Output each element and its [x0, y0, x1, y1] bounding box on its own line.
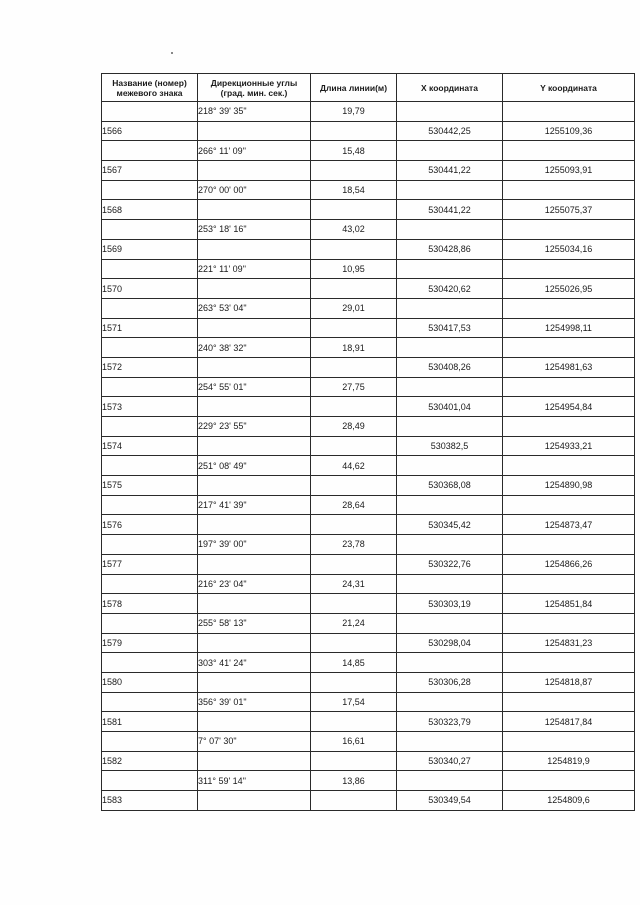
x-coordinate: 530303,19 [397, 594, 503, 614]
table-body [102, 102, 635, 811]
point-blank-length [311, 672, 397, 692]
segment-row [102, 771, 635, 791]
line-length: 21,24 [311, 613, 397, 633]
x-coordinate: 530382,5 [397, 436, 503, 456]
direction-angle: 216° 23' 04" [198, 574, 311, 594]
segment-blank-y [503, 298, 635, 318]
segment-blank-y [503, 102, 635, 122]
segment-blank-x [397, 417, 503, 437]
point-row [102, 672, 635, 692]
marker-name: 1576 [102, 515, 198, 535]
point-blank-angle [198, 476, 311, 496]
point-blank-length [311, 476, 397, 496]
segment-blank-x [397, 613, 503, 633]
x-coordinate: 530345,42 [397, 515, 503, 535]
header-angle: Дирекционные углы (град. мин. сек.) [198, 74, 311, 102]
x-coordinate: 530441,22 [397, 161, 503, 181]
marker-name: 1567 [102, 161, 198, 181]
segment-row [102, 456, 635, 476]
point-row [102, 751, 635, 771]
y-coordinate: 1255034,16 [503, 239, 635, 259]
point-row [102, 121, 635, 141]
point-blank-angle [198, 357, 311, 377]
x-coordinate: 530441,22 [397, 200, 503, 220]
x-coordinate: 530322,76 [397, 554, 503, 574]
point-blank-length [311, 712, 397, 732]
y-coordinate: 1254817,84 [503, 712, 635, 732]
direction-angle: 218° 39' 35" [198, 102, 311, 122]
segment-row [102, 220, 635, 240]
segment-blank-y [503, 456, 635, 476]
point-blank-length [311, 751, 397, 771]
line-length: 28,49 [311, 417, 397, 437]
segment-row [102, 417, 635, 437]
segment-blank-name [102, 613, 198, 633]
segment-blank-name [102, 298, 198, 318]
point-blank-length [311, 239, 397, 259]
line-length: 18,91 [311, 338, 397, 358]
segment-blank-x [397, 141, 503, 161]
segment-blank-y [503, 495, 635, 515]
point-blank-length [311, 436, 397, 456]
point-blank-angle [198, 436, 311, 456]
segment-blank-x [397, 338, 503, 358]
x-coordinate: 530368,08 [397, 476, 503, 496]
marker-name: 1575 [102, 476, 198, 496]
table-header [102, 74, 635, 102]
y-coordinate: 1254809,6 [503, 791, 635, 811]
x-coordinate: 530417,53 [397, 318, 503, 338]
point-blank-length [311, 357, 397, 377]
y-coordinate: 1254954,84 [503, 397, 635, 417]
segment-blank-name [102, 692, 198, 712]
marker-name: 1581 [102, 712, 198, 732]
point-blank-length [311, 279, 397, 299]
segment-blank-name [102, 771, 198, 791]
line-length: 17,54 [311, 692, 397, 712]
marker-name: 1578 [102, 594, 198, 614]
direction-angle: 221° 11' 09" [198, 259, 311, 279]
segment-row [102, 338, 635, 358]
line-length: 28,64 [311, 495, 397, 515]
direction-angle: 311° 59' 14" [198, 771, 311, 791]
y-coordinate: 1254998,11 [503, 318, 635, 338]
segment-row [102, 574, 635, 594]
point-row [102, 200, 635, 220]
segment-blank-name [102, 574, 198, 594]
line-length: 16,61 [311, 732, 397, 752]
line-length: 43,02 [311, 220, 397, 240]
x-coordinate: 530408,26 [397, 357, 503, 377]
line-length: 14,85 [311, 653, 397, 673]
x-coordinate: 530349,54 [397, 791, 503, 811]
line-length: 18,54 [311, 180, 397, 200]
segment-blank-y [503, 653, 635, 673]
point-blank-angle [198, 397, 311, 417]
header-x: X координата [397, 74, 503, 102]
point-row [102, 476, 635, 496]
point-row [102, 239, 635, 259]
segment-blank-y [503, 259, 635, 279]
direction-angle: 303° 41' 24" [198, 653, 311, 673]
point-row [102, 791, 635, 811]
point-blank-angle [198, 633, 311, 653]
segment-blank-y [503, 732, 635, 752]
header-name: Название (номер) межевого знака [102, 74, 198, 102]
segment-blank-y [503, 377, 635, 397]
x-coordinate: 530306,28 [397, 672, 503, 692]
segment-row [102, 692, 635, 712]
line-length: 44,62 [311, 456, 397, 476]
y-coordinate: 1254818,87 [503, 672, 635, 692]
segment-blank-name [102, 338, 198, 358]
marker-name: 1568 [102, 200, 198, 220]
point-blank-angle [198, 515, 311, 535]
segment-blank-name [102, 535, 198, 555]
segment-blank-y [503, 141, 635, 161]
point-blank-length [311, 554, 397, 574]
segment-blank-y [503, 417, 635, 437]
y-coordinate: 1255109,36 [503, 121, 635, 141]
point-blank-angle [198, 279, 311, 299]
direction-angle: 197° 39' 00" [198, 535, 311, 555]
point-blank-angle [198, 161, 311, 181]
segment-row [102, 732, 635, 752]
direction-angle: 255° 58' 13" [198, 613, 311, 633]
line-length: 15,48 [311, 141, 397, 161]
point-blank-length [311, 318, 397, 338]
marker-name: 1577 [102, 554, 198, 574]
line-length: 19,79 [311, 102, 397, 122]
boundary-coordinates-table [101, 73, 635, 811]
point-row [102, 554, 635, 574]
marker-name: 1580 [102, 672, 198, 692]
marker-name: 1570 [102, 279, 198, 299]
segment-blank-x [397, 535, 503, 555]
y-coordinate: 1255075,37 [503, 200, 635, 220]
marker-name: 1583 [102, 791, 198, 811]
segment-blank-x [397, 298, 503, 318]
scan-speck [171, 52, 173, 54]
direction-angle: 251° 08' 49" [198, 456, 311, 476]
point-blank-angle [198, 200, 311, 220]
line-length: 24,31 [311, 574, 397, 594]
header-row [102, 74, 635, 102]
header-length: Длина линии(м) [311, 74, 397, 102]
point-blank-length [311, 161, 397, 181]
y-coordinate: 1254831,23 [503, 633, 635, 653]
segment-blank-name [102, 732, 198, 752]
segment-blank-y [503, 613, 635, 633]
segment-blank-y [503, 220, 635, 240]
line-length: 10,95 [311, 259, 397, 279]
segment-row [102, 535, 635, 555]
segment-blank-x [397, 771, 503, 791]
direction-angle: 254° 55' 01" [198, 377, 311, 397]
y-coordinate: 1254933,21 [503, 436, 635, 456]
y-coordinate: 1254873,47 [503, 515, 635, 535]
point-row [102, 318, 635, 338]
y-coordinate: 1255093,91 [503, 161, 635, 181]
segment-blank-x [397, 456, 503, 476]
direction-angle: 7° 07' 30" [198, 732, 311, 752]
x-coordinate: 530340,27 [397, 751, 503, 771]
segment-blank-name [102, 220, 198, 240]
direction-angle: 270° 00' 00" [198, 180, 311, 200]
segment-blank-x [397, 732, 503, 752]
y-coordinate: 1254981,63 [503, 357, 635, 377]
point-blank-angle [198, 239, 311, 259]
point-blank-length [311, 791, 397, 811]
segment-blank-name [102, 180, 198, 200]
segment-blank-y [503, 535, 635, 555]
point-blank-length [311, 515, 397, 535]
marker-name: 1573 [102, 397, 198, 417]
marker-name: 1566 [102, 121, 198, 141]
point-row [102, 397, 635, 417]
direction-angle: 356° 39' 01" [198, 692, 311, 712]
segment-row [102, 141, 635, 161]
direction-angle: 240° 38' 32" [198, 338, 311, 358]
point-row [102, 712, 635, 732]
marker-name: 1582 [102, 751, 198, 771]
direction-angle: 229° 23' 55" [198, 417, 311, 437]
header-y: Y координата [503, 74, 635, 102]
segment-blank-x [397, 259, 503, 279]
line-length: 27,75 [311, 377, 397, 397]
segment-blank-name [102, 141, 198, 161]
segment-row [102, 259, 635, 279]
segment-row [102, 180, 635, 200]
segment-row [102, 653, 635, 673]
segment-blank-name [102, 495, 198, 515]
segment-blank-x [397, 653, 503, 673]
point-row [102, 279, 635, 299]
marker-name: 1579 [102, 633, 198, 653]
segment-blank-name [102, 259, 198, 279]
point-blank-angle [198, 712, 311, 732]
point-blank-angle [198, 554, 311, 574]
x-coordinate: 530298,04 [397, 633, 503, 653]
point-blank-angle [198, 318, 311, 338]
point-row [102, 633, 635, 653]
point-blank-angle [198, 791, 311, 811]
point-blank-length [311, 397, 397, 417]
point-row [102, 357, 635, 377]
segment-blank-name [102, 102, 198, 122]
segment-blank-x [397, 377, 503, 397]
point-row [102, 515, 635, 535]
y-coordinate: 1254851,84 [503, 594, 635, 614]
y-coordinate: 1255026,95 [503, 279, 635, 299]
point-blank-angle [198, 594, 311, 614]
segment-blank-y [503, 338, 635, 358]
x-coordinate: 530428,86 [397, 239, 503, 259]
segment-blank-y [503, 692, 635, 712]
segment-blank-name [102, 417, 198, 437]
segment-blank-name [102, 653, 198, 673]
x-coordinate: 530401,04 [397, 397, 503, 417]
direction-angle: 253° 18' 16" [198, 220, 311, 240]
point-row [102, 594, 635, 614]
y-coordinate: 1254819,9 [503, 751, 635, 771]
point-row [102, 436, 635, 456]
segment-row [102, 613, 635, 633]
point-row [102, 161, 635, 181]
marker-name: 1571 [102, 318, 198, 338]
marker-name: 1572 [102, 357, 198, 377]
segment-row [102, 102, 635, 122]
segment-blank-name [102, 377, 198, 397]
direction-angle: 217° 41' 39" [198, 495, 311, 515]
point-blank-angle [198, 751, 311, 771]
direction-angle: 266° 11' 09" [198, 141, 311, 161]
point-blank-length [311, 633, 397, 653]
segment-blank-x [397, 495, 503, 515]
line-length: 29,01 [311, 298, 397, 318]
segment-blank-y [503, 574, 635, 594]
direction-angle: 263° 53' 04" [198, 298, 311, 318]
x-coordinate: 530323,79 [397, 712, 503, 732]
segment-row [102, 298, 635, 318]
segment-blank-x [397, 692, 503, 712]
segment-row [102, 495, 635, 515]
y-coordinate: 1254890,98 [503, 476, 635, 496]
segment-blank-x [397, 574, 503, 594]
x-coordinate: 530420,62 [397, 279, 503, 299]
segment-blank-x [397, 220, 503, 240]
point-blank-length [311, 200, 397, 220]
segment-blank-x [397, 102, 503, 122]
line-length: 13,86 [311, 771, 397, 791]
segment-blank-name [102, 456, 198, 476]
segment-blank-y [503, 771, 635, 791]
segment-blank-x [397, 180, 503, 200]
segment-row [102, 377, 635, 397]
marker-name: 1574 [102, 436, 198, 456]
marker-name: 1569 [102, 239, 198, 259]
y-coordinate: 1254866,26 [503, 554, 635, 574]
segment-blank-y [503, 180, 635, 200]
point-blank-angle [198, 672, 311, 692]
point-blank-angle [198, 121, 311, 141]
line-length: 23,78 [311, 535, 397, 555]
point-blank-length [311, 121, 397, 141]
point-blank-length [311, 594, 397, 614]
x-coordinate: 530442,25 [397, 121, 503, 141]
